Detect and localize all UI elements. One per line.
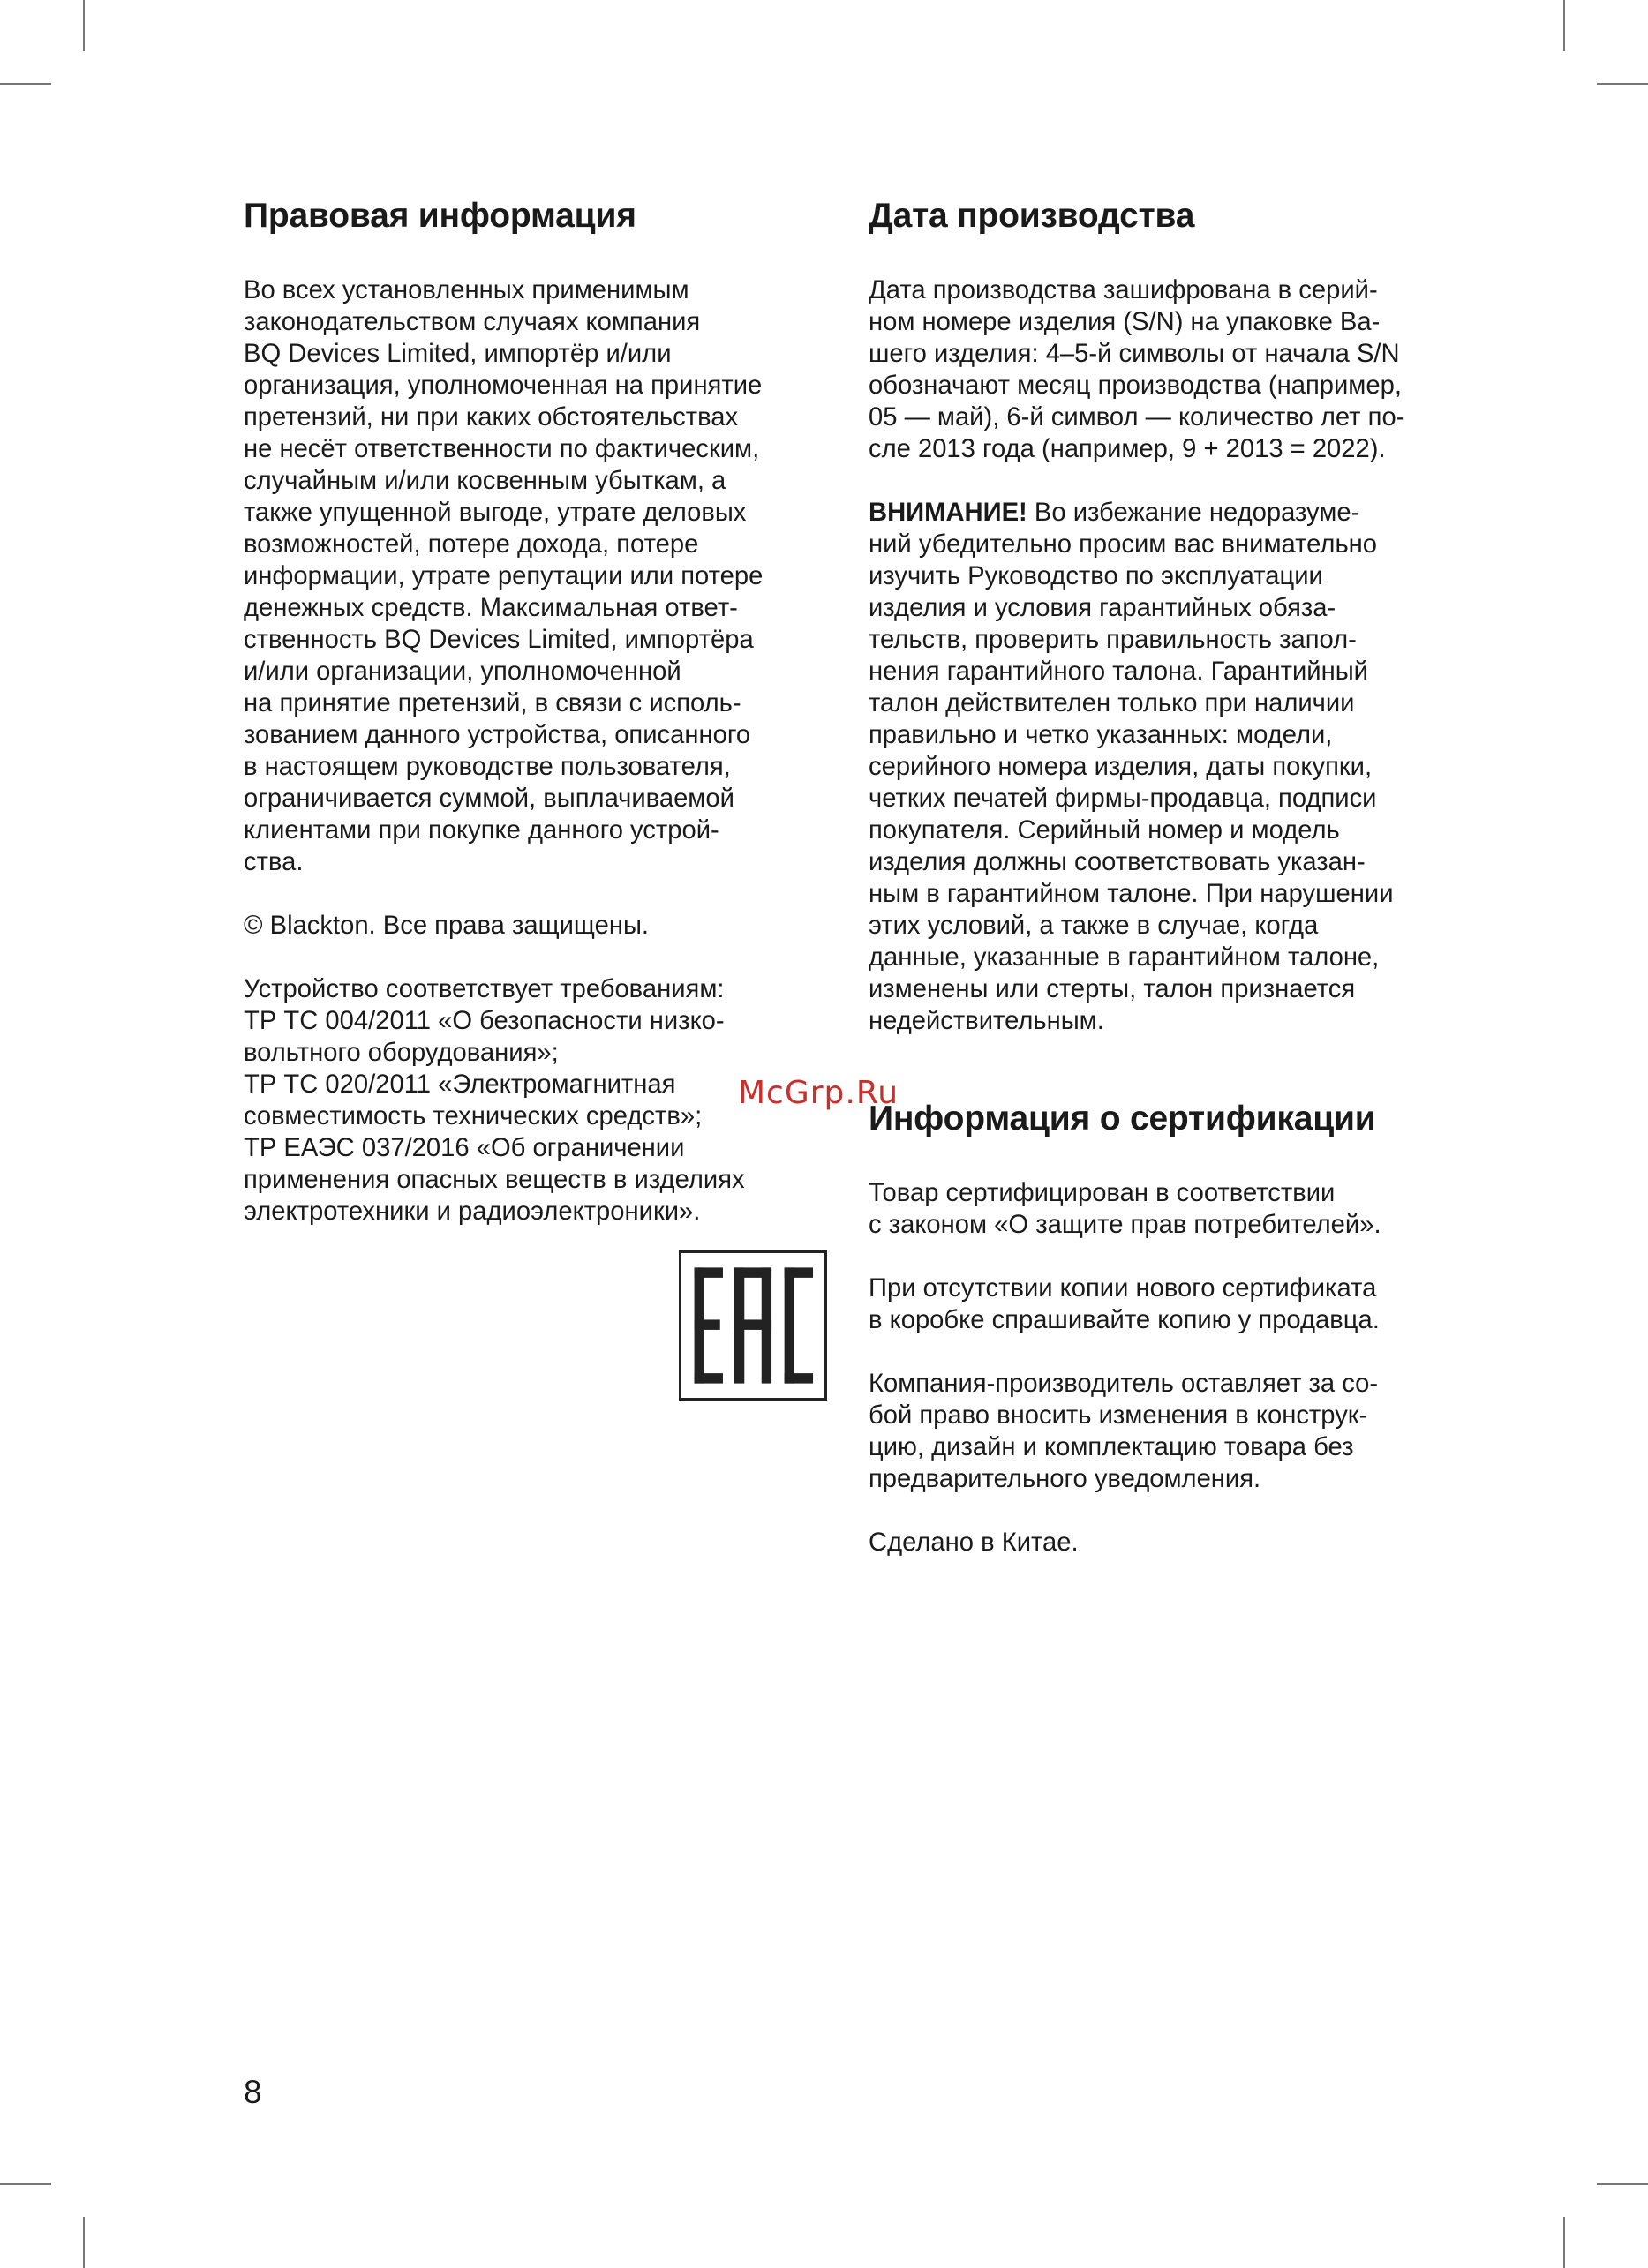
made-in-line: Сделано в Китае. bbox=[869, 1528, 1079, 1557]
crop-mark-bottom-left-h bbox=[0, 2183, 51, 2185]
compliance-paragraph: Устройство соответствует требованиям: ТР ТС 004/2011 «О безопасности низко- вольтного оборудования»; ТР ТС 020/2011 «Электромагнитная совместимость технических средств»; ТР ЕАЭС 037/2016 «Об ограничении применения опасных веществ в изделиях электротехники и радиоэлектроники». bbox=[244, 974, 745, 1226]
eac-certification-logo bbox=[679, 1250, 827, 1401]
legal-info-paragraph: Во всех установленных применимым законодательством случаях компания BQ Devices Limited, импортёр и/или организация, уполномоченная на принятие претензий, ни при каких обстоятельствах не несёт ответственности по фактическим, случайным и/или косвенным убыткам, а также упущенной выгоде, утрате деловых возможностей, потере дохода, потере информации, утрате репутации или потере денежных средств. Максимальная ответ- ственность BQ Devices Limited, импортёра и/или организации, уполномоченной на принятие претензий, в связи с исполь- зованием данного устройства, описанного в настоящем руководстве пользователя, ограничивается суммой, выплачиваемой клиентами при покупке данного устрой- ства. bbox=[244, 275, 764, 876]
crop-mark-top-right-v bbox=[1563, 0, 1565, 51]
right-column bbox=[869, 198, 1456, 1558]
production-date-paragraph: Дата производства зашифрована в серий- ном номере изделия (S/N) на упаковке Ва- шего изделия: 4–5-й символы от начала S/N обозначают месяц производства (например, 05 — май), 6-й символ — количество лет по- сле 2013 года (например, 9 + 2013 = 2022). bbox=[869, 275, 1405, 463]
copyright-line: © Blackton. Все права защищены. bbox=[244, 911, 650, 940]
watermark-text: McGrp.Ru bbox=[738, 1075, 899, 1111]
crop-mark-bottom-right-h bbox=[1597, 2183, 1648, 2185]
crop-mark-top-right-h bbox=[1597, 83, 1648, 85]
crop-mark-top-left-h bbox=[0, 83, 51, 85]
certification-heading: Информация о сертификации bbox=[869, 1099, 1376, 1138]
warning-paragraph bbox=[869, 497, 1456, 1037]
warning-label: ВНИМАНИЕ! bbox=[869, 498, 1027, 527]
left-column bbox=[244, 198, 826, 1228]
production-date-heading: Дата производства bbox=[869, 197, 1195, 235]
page-number: 8 bbox=[244, 2074, 262, 2110]
warning-text: Во избежание недоразуме- ний убедительно просим вас внимательно изучить Руководство по эксплуатации изделия и условия гарантийных обяза- тельств, проверить правильность запол- нения гарантийного талона. Гарантийный талон действителен только при наличии правильно и четко указанных: модели, серийного номера изделия, даты покупки, четких печатей фирмы-продавца, подписи покупателя. Серийный номер и модель изделия должны соответствовать указан- ным в гарантийном талоне. При нарушении этих условий, а также в случае, когда данные, указанные в гарантийном талоне, изменены или стерты, талон признается недействительным. bbox=[869, 498, 1394, 1035]
certificate-copy-paragraph: При отсутствии копии нового сертификата в коробке спрашивайте копию у продавца. bbox=[869, 1273, 1380, 1334]
legal-info-heading: Правовая информация bbox=[244, 197, 636, 235]
certification-paragraph: Товар сертифицирован в соответствии с законом «О защите прав потребителей». bbox=[869, 1178, 1381, 1239]
crop-mark-bottom-right-v bbox=[1563, 2217, 1565, 2268]
crop-mark-bottom-left-v bbox=[83, 2217, 85, 2268]
manufacturer-rights-paragraph: Компания-производитель оставляет за со- бой право вносить изменения в конструк- цию, дизайн и комплектацию товара без предварительного уведомления. bbox=[869, 1369, 1379, 1493]
crop-mark-top-left-v bbox=[83, 0, 85, 51]
